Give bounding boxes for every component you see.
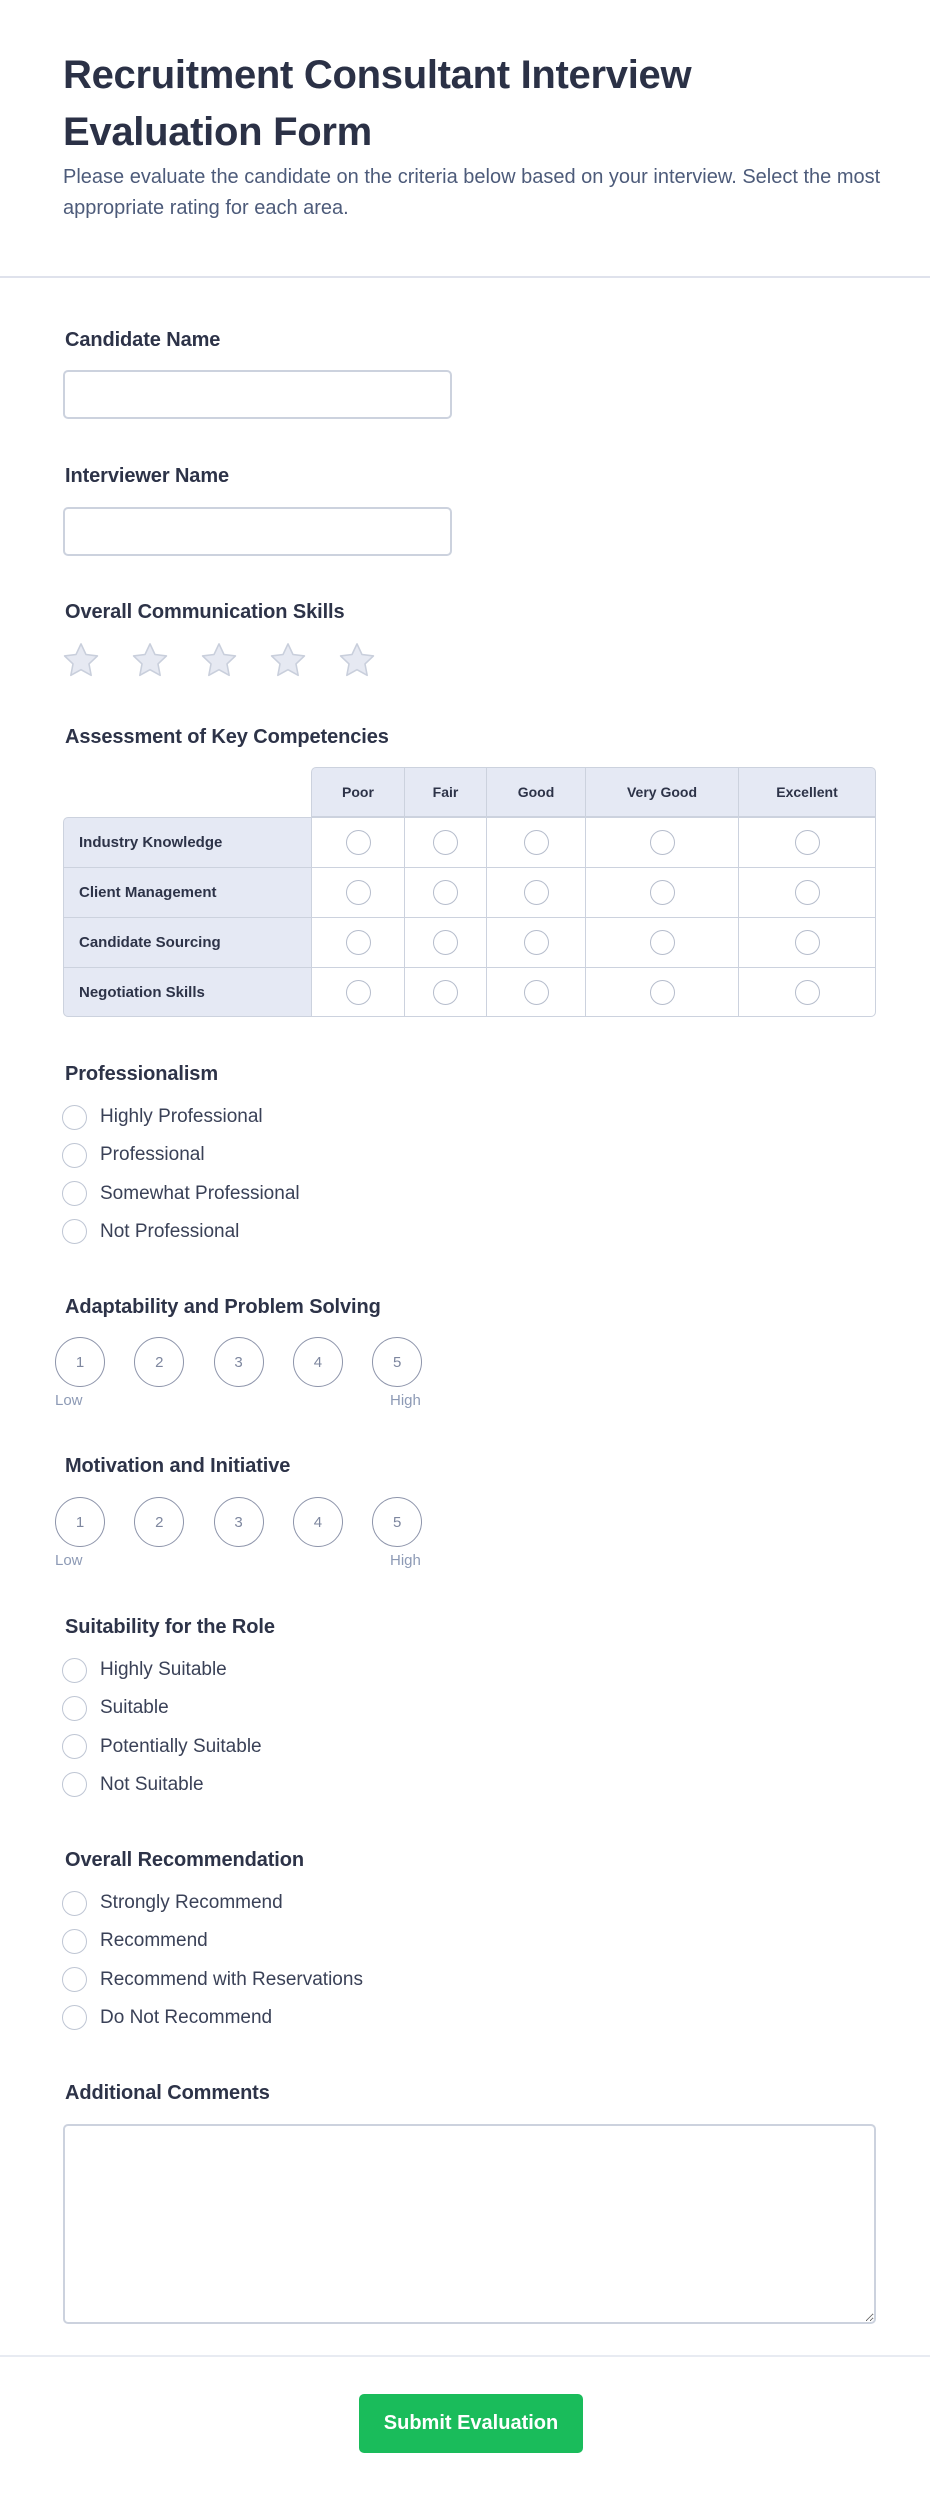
option-label: Highly Suitable: [100, 1659, 227, 1680]
option-label: Not Professional: [100, 1220, 240, 1242]
matrix-radio[interactable]: [795, 980, 820, 1005]
star-icon[interactable]: [131, 642, 169, 678]
star-icon[interactable]: [338, 642, 376, 678]
matrix-cell: [311, 967, 404, 1017]
matrix-row-label: Industry Knowledge: [63, 817, 311, 867]
page-subtitle: Please evaluate the candidate on the criteria below based on your interview. Select the most appropriate rating for each area.: [63, 166, 881, 219]
matrix-row-label: Negotiation Skills: [63, 967, 311, 1017]
radio-button[interactable]: [62, 1734, 87, 1759]
matrix-row: [63, 867, 876, 917]
adaptability-scale-option[interactable]: 2: [134, 1337, 184, 1387]
matrix-cell: [585, 817, 738, 867]
professionalism-option[interactable]: [62, 1181, 300, 1207]
matrix-radio[interactable]: [433, 930, 458, 955]
professionalism-option[interactable]: [62, 1142, 205, 1168]
option-label: Recommend with Reservations: [100, 1968, 363, 1990]
matrix-cell: [404, 917, 486, 967]
radio-button[interactable]: [62, 1219, 87, 1244]
radio-button[interactable]: [62, 1967, 87, 1992]
matrix-cell: [738, 817, 876, 867]
motivation-scale-option[interactable]: 3: [214, 1497, 264, 1547]
recommendation-option[interactable]: [62, 1967, 363, 1993]
professionalism-option[interactable]: [62, 1104, 263, 1130]
matrix-radio[interactable]: [346, 830, 371, 855]
radio-button[interactable]: [62, 1658, 87, 1683]
adaptability-scale-option[interactable]: 4: [293, 1337, 343, 1387]
matrix-column-header: Poor: [311, 767, 404, 817]
candidate-name-input[interactable]: [63, 370, 452, 419]
matrix-radio[interactable]: [433, 830, 458, 855]
interviewer-name-input[interactable]: [63, 507, 452, 556]
matrix-cell: [585, 867, 738, 917]
option-label: Suitable: [100, 1697, 169, 1719]
radio-button[interactable]: [62, 1181, 87, 1206]
matrix-cell: [486, 817, 585, 867]
matrix-header-row: [63, 767, 876, 817]
recommendation-option[interactable]: [62, 2005, 272, 2031]
matrix-cell: [311, 867, 404, 917]
matrix-radio[interactable]: [524, 830, 549, 855]
matrix-cell: [738, 867, 876, 917]
matrix-cell: [404, 817, 486, 867]
recommendation-label: Overall Recommendation: [65, 1849, 304, 1871]
option-label: Not Suitable: [100, 1773, 204, 1795]
submit-evaluation-button[interactable]: Submit Evaluation: [359, 2394, 583, 2453]
radio-button[interactable]: [62, 1696, 87, 1721]
option-label: Highly Professional: [100, 1106, 263, 1127]
suitability-option[interactable]: [62, 1657, 227, 1683]
matrix-row: [63, 917, 876, 967]
suitability-label: Suitability for the Role: [65, 1616, 275, 1638]
suitability-option[interactable]: [62, 1734, 262, 1760]
footer-divider: [0, 2355, 930, 2357]
matrix-cell: [585, 967, 738, 1017]
matrix-radio[interactable]: [346, 880, 371, 905]
matrix-cell: [738, 967, 876, 1017]
matrix-radio[interactable]: [346, 930, 371, 955]
radio-button[interactable]: [62, 1105, 87, 1130]
recommendation-option[interactable]: [62, 1928, 208, 1954]
option-label: Somewhat Professional: [100, 1182, 300, 1204]
motivation-label: Motivation and Initiative: [65, 1455, 291, 1477]
matrix-cell: [311, 817, 404, 867]
communication-label: Overall Communication Skills: [65, 601, 345, 623]
professionalism-option[interactable]: [62, 1219, 239, 1245]
adaptability-scale-option[interactable]: 3: [214, 1337, 264, 1387]
matrix-row: [63, 967, 876, 1017]
matrix-radio[interactable]: [524, 980, 549, 1005]
matrix-cell: [311, 917, 404, 967]
matrix-radio[interactable]: [795, 830, 820, 855]
suitability-option[interactable]: [62, 1772, 204, 1798]
option-label: Professional: [100, 1144, 205, 1166]
competencies-label: Assessment of Key Competencies: [65, 726, 389, 748]
matrix-column-header: Good: [486, 767, 585, 817]
motivation-scale-option[interactable]: 2: [134, 1497, 184, 1547]
matrix-radio[interactable]: [524, 880, 549, 905]
matrix-row-label: Candidate Sourcing: [63, 917, 311, 967]
matrix-cell: [486, 917, 585, 967]
option-label: Recommend: [100, 1930, 208, 1952]
adaptability-low-label: Low: [55, 1392, 83, 1409]
matrix-radio[interactable]: [650, 930, 675, 955]
matrix-radio[interactable]: [795, 930, 820, 955]
matrix-radio[interactable]: [346, 980, 371, 1005]
adaptability-label: Adaptability and Problem Solving: [65, 1296, 381, 1318]
interviewer-name-label: Interviewer Name: [65, 465, 230, 487]
candidate-name-label: Candidate Name: [65, 329, 221, 351]
option-label: Potentially Suitable: [100, 1735, 262, 1757]
adaptability-high-label: High: [390, 1392, 421, 1409]
comments-label: Additional Comments: [65, 2082, 270, 2104]
matrix-column-header: Very Good: [585, 767, 738, 817]
star-icon[interactable]: [200, 642, 238, 678]
matrix-row: [63, 817, 876, 867]
matrix-radio[interactable]: [795, 880, 820, 905]
matrix-column-header: Fair: [404, 767, 486, 817]
adaptability-scale-option[interactable]: 1: [55, 1337, 105, 1387]
matrix-radio[interactable]: [650, 880, 675, 905]
radio-button[interactable]: [62, 1891, 87, 1916]
matrix-radio[interactable]: [650, 830, 675, 855]
page-title: Recruitment Consultant Interview Evaluation Form: [63, 53, 692, 154]
matrix-cell: [585, 917, 738, 967]
matrix-radio[interactable]: [433, 980, 458, 1005]
motivation-scale-option[interactable]: 5: [372, 1497, 422, 1547]
option-label: Do Not Recommend: [100, 2006, 273, 2028]
star-icon[interactable]: [269, 642, 307, 678]
matrix-cell: [404, 967, 486, 1017]
matrix-cell: [486, 967, 585, 1017]
radio-button[interactable]: [62, 2005, 87, 2030]
matrix-radio[interactable]: [650, 980, 675, 1005]
matrix-column-header: Excellent: [738, 767, 876, 817]
matrix-row-label: Client Management: [63, 867, 311, 917]
option-label: Strongly Recommend: [100, 1892, 283, 1913]
suitability-option[interactable]: [62, 1695, 169, 1721]
motivation-scale-option[interactable]: 4: [293, 1497, 343, 1547]
radio-button[interactable]: [62, 1929, 87, 1954]
motivation-low-label: Low: [55, 1552, 83, 1569]
recommendation-option[interactable]: [62, 1890, 283, 1916]
comments-textarea[interactable]: [63, 2124, 876, 2324]
motivation-high-label: High: [390, 1552, 421, 1569]
radio-button[interactable]: [62, 1772, 87, 1797]
header-divider: [0, 276, 930, 278]
matrix-cell: [404, 867, 486, 917]
professionalism-label: Professionalism: [65, 1063, 219, 1085]
matrix-radio[interactable]: [524, 930, 549, 955]
matrix-cell: [738, 917, 876, 967]
adaptability-scale-option[interactable]: 5: [372, 1337, 422, 1387]
star-icon[interactable]: [62, 642, 100, 678]
motivation-scale-option[interactable]: 1: [55, 1497, 105, 1547]
matrix-radio[interactable]: [433, 880, 458, 905]
matrix-cell: [486, 867, 585, 917]
radio-button[interactable]: [62, 1143, 87, 1168]
